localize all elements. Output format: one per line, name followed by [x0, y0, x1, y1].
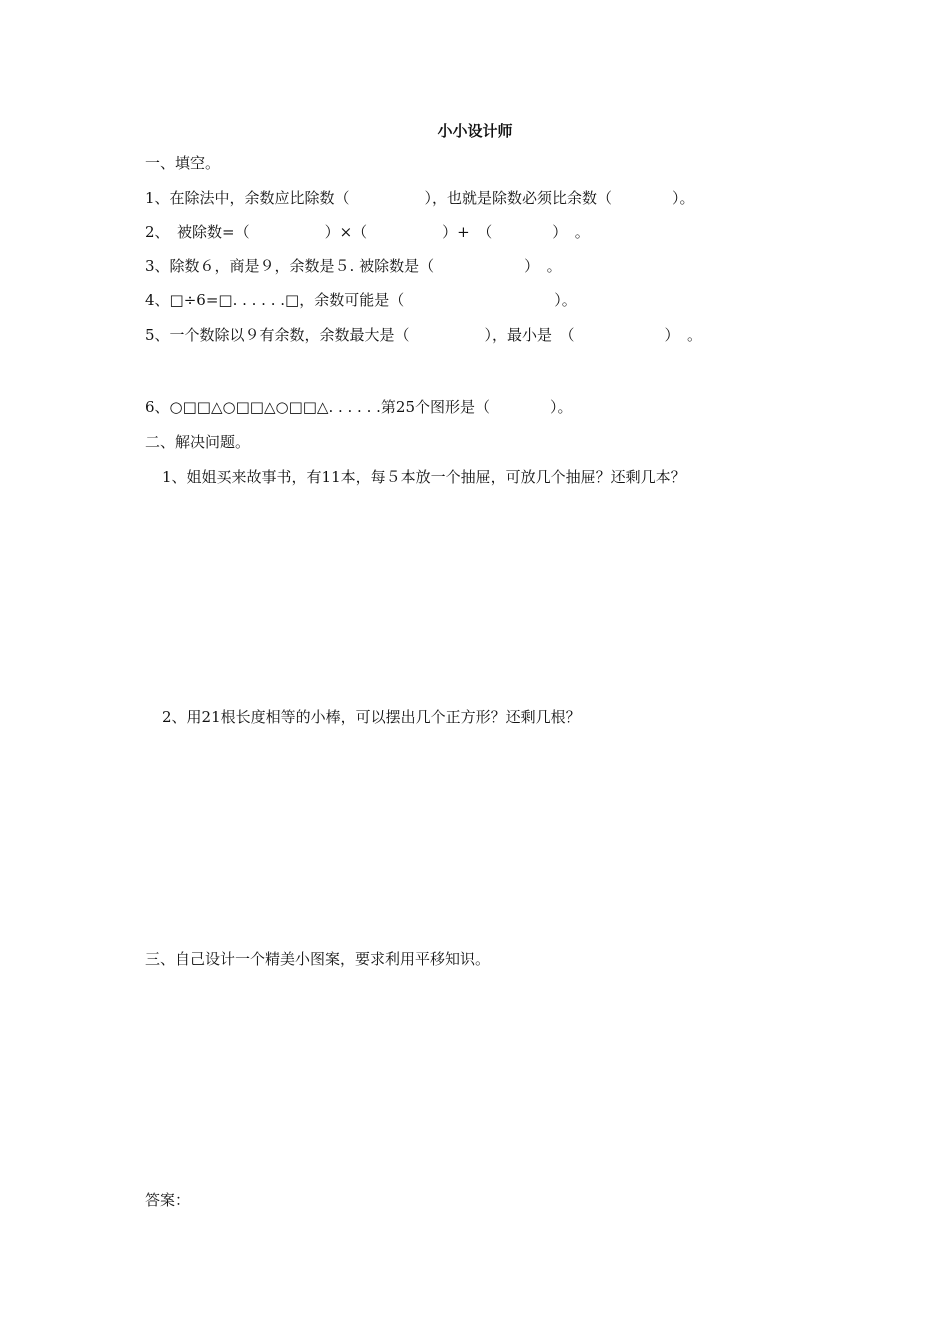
fill-blank-item-1: 1、在除法中，余数应比除数（ ），也就是除数必须比余数（ ）。	[145, 189, 695, 207]
section-problems-heading: 二、解决问题。	[145, 433, 251, 451]
fill-blank-item-6: 6、○□□△○□□△○□□△. . . . . .第25个图形是（ ）。	[145, 398, 573, 416]
fill-blank-item-2: 2、 被除数=（ ）×（ ）+ （ ） 。	[145, 223, 590, 241]
problem-item-2: 2、用21根长度相等的小棒，可以摆出几个正方形？还剩几根？	[162, 708, 581, 726]
fill-blank-item-3: 3、除数６，商是９，余数是５. 被除数是（ ） 。	[145, 257, 562, 275]
page-title: 小小设计师	[437, 122, 513, 140]
section-design-heading: 三、自己设计一个精美小图案，要求利用平移知识。	[145, 950, 491, 968]
fill-blank-item-4: 4、□÷6=□. . . . . .□，余数可能是（ ）。	[145, 291, 577, 309]
answer-label: 答案：	[145, 1191, 191, 1209]
section-fill-blank-heading: 一、填空。	[145, 154, 221, 172]
fill-blank-item-5: 5、一个数除以９有余数，余数最大是（ ），最小是 （ ） 。	[145, 326, 703, 344]
problem-item-1: 1、姐姐买来故事书，有11本，每５本放一个抽屉，可放几个抽屉？还剩几本？	[162, 468, 686, 486]
